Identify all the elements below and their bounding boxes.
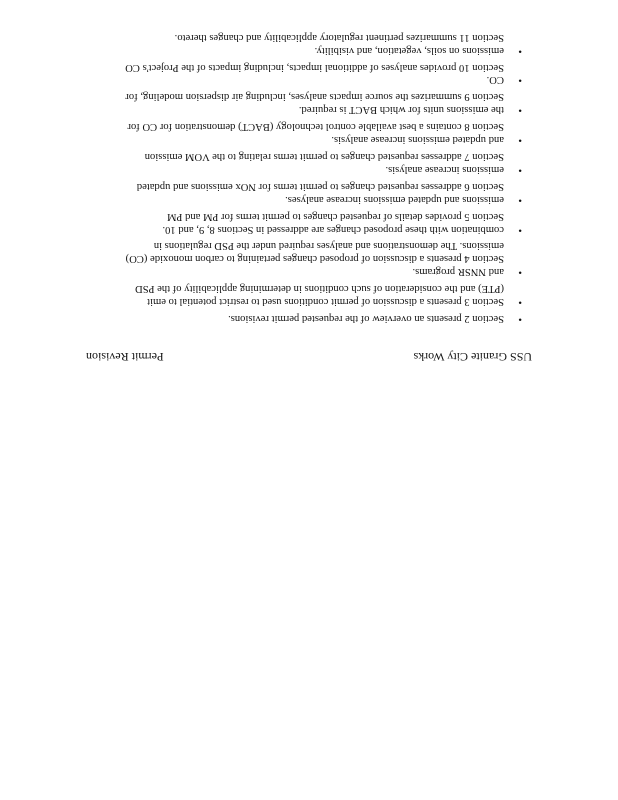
list-item	[82, 209, 522, 235]
list-item	[82, 311, 522, 324]
list-line: • and updated emissions increase analysis.	[331, 134, 504, 146]
list-line: • CO.	[486, 74, 504, 86]
section-list	[82, 26, 522, 324]
list-line: • emissions on soils, vegetation, and visibility.	[314, 44, 504, 56]
list-line: Section 5 provides details of requested changes to permit terms for PM and PM	[167, 210, 504, 222]
list-line: • Section 3 presents a discussion of permit conditions used to restrict potential to emit	[147, 296, 504, 308]
list-item	[82, 90, 522, 116]
list-line: Section 7 addresses requested changes to permit terms relating to the VOM emission	[144, 151, 504, 163]
page-header	[86, 349, 532, 364]
header-right: Permit Revision	[86, 350, 164, 364]
list-item	[82, 30, 522, 56]
list-item	[82, 149, 522, 175]
list-item	[82, 119, 522, 145]
list-line: (PTE) and the consideration of such conditions in determining applicability of the PSD	[135, 283, 504, 295]
list-line: • emissions and updated emissions increase analyses.	[285, 193, 504, 205]
list-line: Section 4 presents a discussion of proposed changes pertaining to carbon monoxide (CO)	[125, 253, 504, 265]
list-line: Section 11 summarizes pertinent regulatory applicability and changes thereto.	[174, 31, 504, 43]
list-item	[82, 179, 522, 205]
list-item	[82, 281, 522, 307]
list-line: Section 8 contains a best available control technology (BACT) demonstration for CO for	[127, 121, 504, 133]
list-line: • Section 2 presents an overview of the requested permit revisions.	[228, 313, 504, 324]
list-line: • the emissions units for which BACT is required.	[298, 104, 504, 116]
list-line: Section 6 addresses requested changes to permit terms for NOx emissions and updated	[136, 180, 504, 192]
list-line: • and NNSR programs.	[412, 266, 504, 278]
list-item	[82, 60, 522, 86]
list-line: • combination with these proposed changes are addressed in Sections 8, 9, and 10.	[162, 223, 504, 235]
list-line: emissions. The demonstrations and analyses required under the PSD regulations in	[153, 240, 504, 252]
list-line: Section 10 provides analyses of additional impacts, including impacts of the Project's CO	[125, 61, 504, 73]
header-left: USS Granite City Works	[413, 350, 532, 364]
list-line: Section 9 summarizes the source impacts analyses, including air dispersion modeling, for	[125, 91, 504, 103]
list-item	[82, 239, 522, 278]
list-line: • emissions increase analysis.	[385, 163, 504, 175]
